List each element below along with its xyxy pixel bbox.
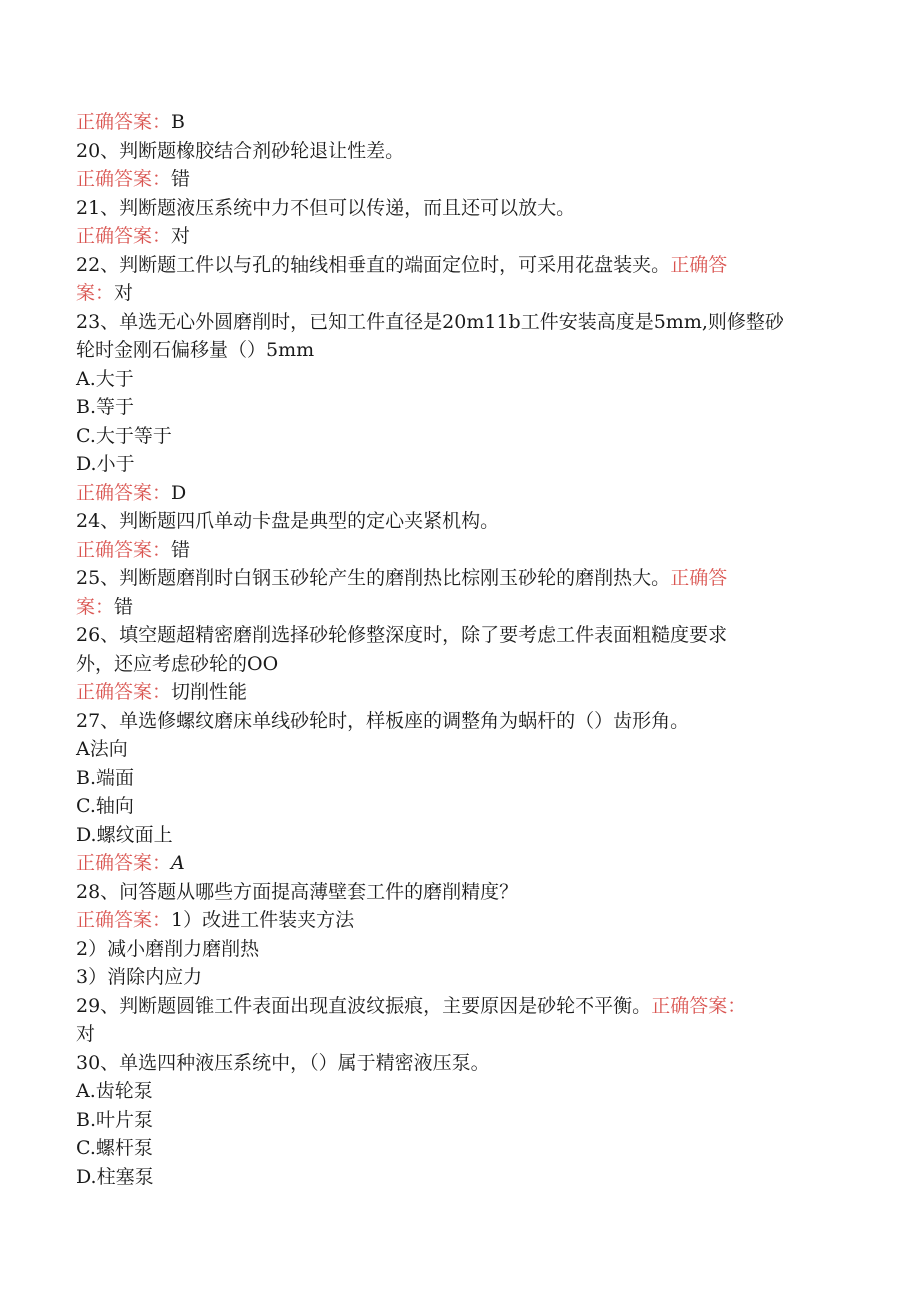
question-line: 26、填空题超精密磨削选择砂轮修整深度时，除了要考虑工件表面粗糙度要求 [76,624,728,646]
answer-label: 正确答 [670,253,728,276]
option-line: D.柱塞泵 [76,1165,154,1188]
option-line: C.螺杆泵 [76,1137,153,1159]
question-line: 24、判断题四爪单动卡盘是典型的定心夹紧机构。 [76,510,500,532]
answer-line [76,222,836,251]
answer-continuation-line: 2）减小磨削力磨削热 [76,937,260,960]
question-line: 外，还应考虑砂轮的OO [76,652,279,675]
question-line: 轮时金刚石偏移量（）5mm [76,339,315,361]
answer-value: 对 [114,282,134,304]
option-line: D.小于 [76,453,135,475]
option-line: B.等于 [76,396,135,418]
answer-value-line: 对 [76,1023,96,1045]
answer-label: 正确答案： [76,909,172,931]
answer-label: 正确答案： [651,994,747,1017]
option-line: A.大于 [76,367,134,390]
answer-line [76,593,836,622]
answer-line [76,906,836,935]
answer-line [76,479,836,508]
answer-value: 对 [171,225,191,247]
question-line [76,564,836,593]
question-line: 28、问答题从哪些方面提高薄壁套工件的磨削精度？ [76,880,519,903]
answer-label: 正确答案： [76,225,172,247]
answer-label: 正确答案： [76,481,172,504]
question-line: 21、判断题液压系统中力不但可以传递，而且还可以放大。 [76,196,576,219]
answer-label: 案： [76,282,115,304]
question-line: 27、单选修螺纹磨床单线砂轮时，样板座的调整角为蜗杆的（）齿形角。 [76,709,690,732]
option-line: B.叶片泵 [76,1108,154,1131]
answer-label: 正确答案： [76,168,172,190]
option-line: C.轴向 [76,795,134,817]
question-line: 20、判断题橡胶结合剂砂轮退让性差。 [76,139,405,162]
question-text: 25、判断题磨削时白钢玉砂轮产生的磨削热比棕刚玉砂轮的磨削热大。 [76,567,671,589]
question-line: 30、单选四种液压系统中，（）属于精密液压泵。 [76,1051,490,1074]
answer-label: 正确答案： [76,852,172,874]
answer-label: 正确答 [670,567,728,589]
answer-value: D [171,481,187,504]
answer-value: A [171,852,185,874]
answer-value: 错 [171,538,191,561]
answer-label: 案： [76,595,115,618]
answer-line [76,536,836,565]
question-line: 23、单选无心外圆磨削时，已知工件直径是20m11b工件安装高度是5mm,则修整砂 [76,310,784,333]
option-line: A法向 [76,738,128,760]
question-line [76,251,836,280]
option-line: D.螺纹面上 [76,823,173,846]
answer-line [76,108,836,137]
answer-line [76,849,836,878]
answer-value: 错 [171,168,191,190]
answer-line [76,279,836,308]
question-line [76,992,836,1021]
answer-value: 错 [114,595,134,618]
answer-continuation-line: 3）消除内应力 [76,966,203,988]
answer-line [76,165,836,194]
answer-label: 正确答案： [76,681,172,703]
answer-line [76,678,836,707]
question-text: 22、判断题工件以与孔的轴线相垂直的端面定位时，可采用花盘装夹。 [76,253,671,276]
option-line: B.端面 [76,766,135,789]
answer-label: 正确答案： [76,538,172,561]
answer-label: 正确答案： [76,111,172,133]
option-line: A.齿轮泵 [76,1080,153,1102]
answer-value: 切削性能 [171,681,248,703]
document-body [76,108,836,1191]
answer-value: 1）改进工件装夹方法 [171,909,355,931]
answer-value: B [171,111,185,133]
question-text: 29、判断题圆锥工件表面出现直波纹振痕，主要原因是砂轮不平衡。 [76,994,652,1017]
option-line: C.大于等于 [76,424,172,447]
